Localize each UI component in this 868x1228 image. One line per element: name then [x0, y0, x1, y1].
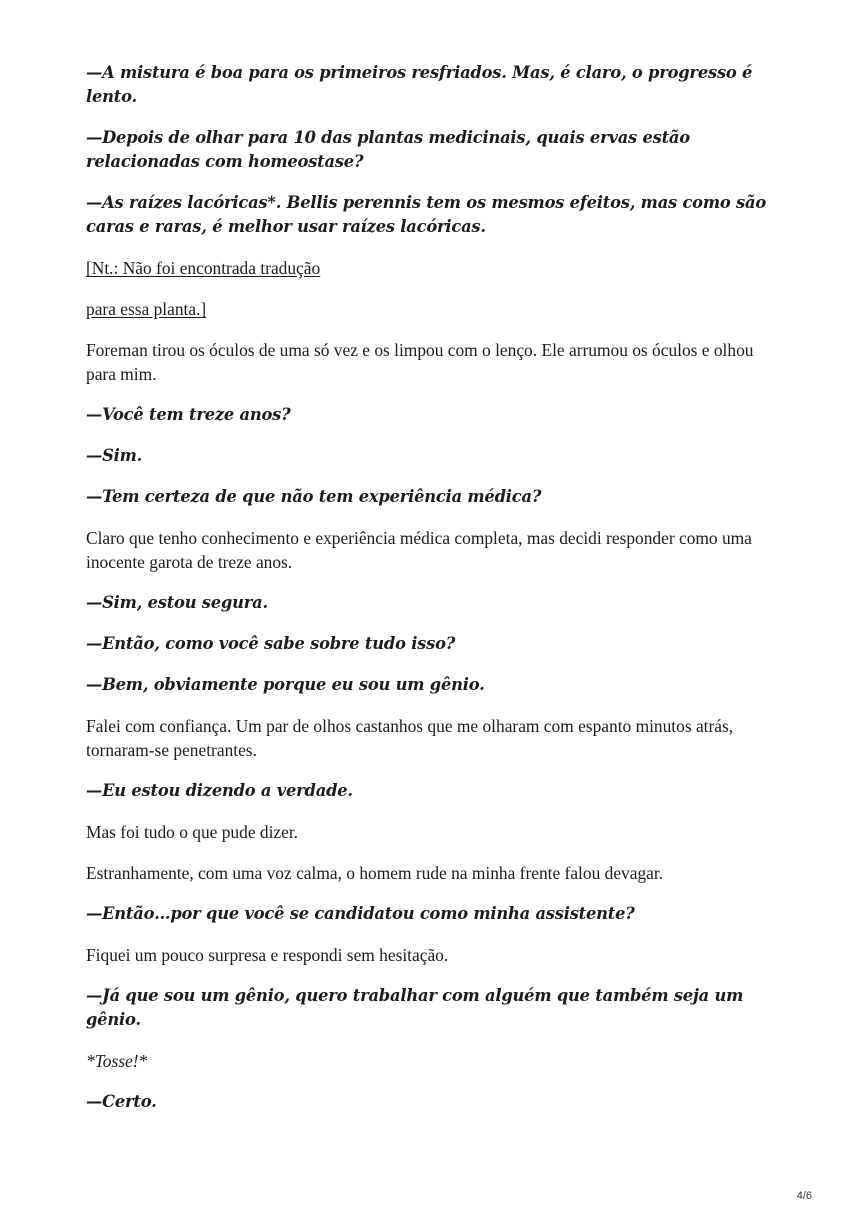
dialogue-line: —A mistura é boa para os primeiros resfriados. Mas, é claro, o progresso é lento.	[86, 63, 753, 106]
narration-paragraph: Fiquei um pouco surpresa e respondi sem hesitação.	[86, 945, 449, 965]
narration-paragraph: Estranhamente, com uma voz calma, o homem rude na minha frente falou devagar.	[86, 863, 664, 883]
dialogue-line: —Então…por que você se candidatou como minha assistente?	[86, 904, 635, 923]
dialogue-line: —Já que sou um gênio, quero trabalhar com alguém que também seja um gênio.	[86, 986, 744, 1029]
dialogue-line: —Certo.	[86, 1092, 157, 1111]
narration-paragraph: Claro que tenho conhecimento e experiência médica completa, mas decidi responder como uma inocente garota de treze anos.	[86, 528, 752, 572]
dialogue-line: —Sim, estou segura.	[86, 593, 268, 612]
dialogue-line: —Bem, obviamente porque eu sou um gênio.	[86, 675, 485, 694]
sound-effect: *Tosse!*	[86, 1051, 148, 1071]
dialogue-line: —Eu estou dizendo a verdade.	[86, 781, 353, 800]
dialogue-line: —Sim.	[86, 446, 143, 465]
narration-paragraph: Mas foi tudo o que pude dizer.	[86, 822, 299, 842]
narration-paragraph: Foreman tirou os óculos de uma só vez e os limpou com o lenço. Ele arrumou os óculos e olhou para mim.	[86, 340, 754, 384]
dialogue-line: —Então, como você sabe sobre tudo isso?	[86, 634, 456, 653]
page-number: 4/6	[796, 1190, 812, 1202]
narration-paragraph: Falei com confiança. Um par de olhos castanhos que me olharam com espanto minutos atrás, tornaram-se penetrantes.	[86, 716, 734, 760]
dialogue-line: —Você tem treze anos?	[86, 405, 291, 424]
translator-note: para essa planta.]	[86, 299, 207, 319]
dialogue-line: —Depois de olhar para 10 das plantas medicinais, quais ervas estão relacionadas com homeostase?	[86, 128, 690, 171]
dialogue-line: —As raízes lacóricas*. Bellis perennis tem os mesmos efeitos, mas como são caras e raras, é melhor usar raízes lacóricas.	[86, 193, 766, 236]
document-body	[86, 61, 786, 1131]
dialogue-line: —Tem certeza de que não tem experiência médica?	[86, 487, 542, 506]
translator-note: [Nt.: Não foi encontrada tradução	[86, 258, 321, 278]
